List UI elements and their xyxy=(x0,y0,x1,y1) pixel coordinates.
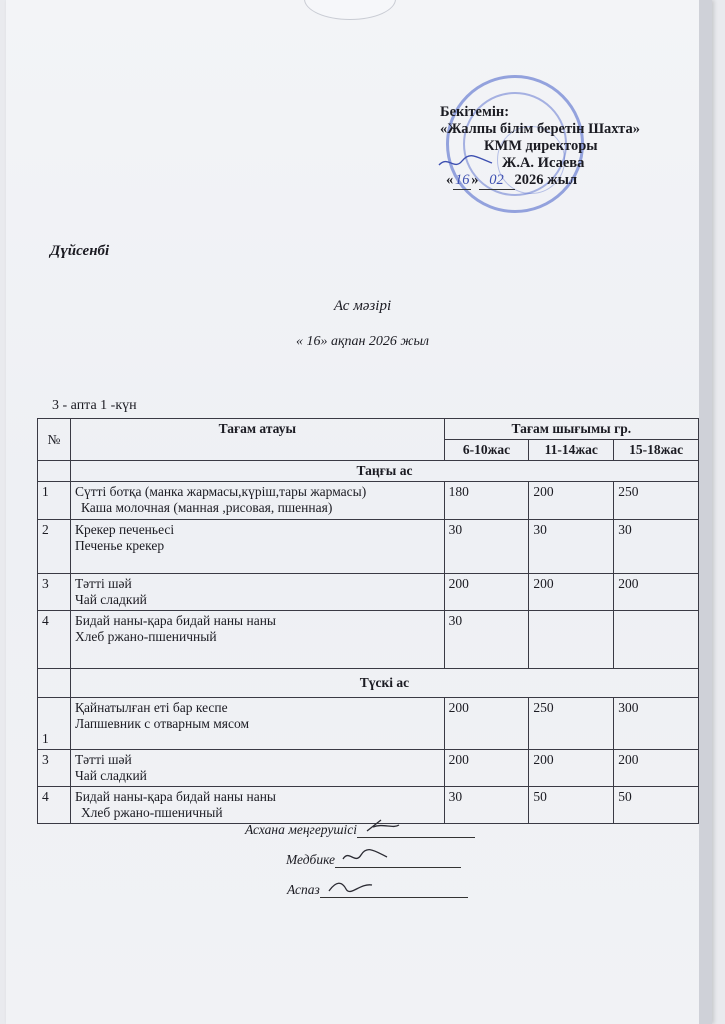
col-num: № xyxy=(38,419,71,461)
signature-kitchen-head: Асхана меңгерушісі xyxy=(245,822,475,838)
approval-director xyxy=(440,155,640,172)
page-edge xyxy=(699,0,712,1024)
table-row: 4 Бидай наны-қара бидай наны наны Хлеб ржано-пшеничный 30 xyxy=(38,611,699,669)
approval-position: КММ директоры xyxy=(484,138,598,154)
approval-title: Бекітемін: xyxy=(440,104,510,120)
table-row: 3 Тәтті шәй Чай сладкий 200 200 200 xyxy=(38,574,699,611)
menu-table xyxy=(37,418,699,824)
week-day: 3 - апта 1 -күн xyxy=(52,398,137,413)
cook-signature-icon xyxy=(326,877,376,897)
age-15-18: 15-18жас xyxy=(614,440,699,461)
punch-hole xyxy=(304,0,396,20)
approval-date: « 16 » 02 2026 жыл xyxy=(446,172,578,188)
age-11-14: 11-14жас xyxy=(529,440,614,461)
approval-block xyxy=(440,104,640,190)
col-yield: Тағам шығымы гр. xyxy=(444,419,698,440)
kitchen-head-signature-icon xyxy=(363,817,403,837)
menu-title: Ас мәзірі xyxy=(333,298,392,314)
director-signature-icon xyxy=(436,151,496,173)
table-row: 1 Қайнатылған еті бар кеспе Лапшевник с отварным мясом 200 250 300 xyxy=(38,698,699,750)
approval-school: «Жалпы білім беретін Шахта» xyxy=(440,121,640,137)
table-row: 4 Бидай наны-қара бидай наны наны Хлеб ржано-пшеничный 30 50 50 xyxy=(38,787,699,824)
table-row: 2 Крекер печеньесі Печенье крекер 30 30 30 xyxy=(38,520,699,574)
col-name: Тағам атауы xyxy=(70,419,444,461)
age-6-10: 6-10жас xyxy=(444,440,529,461)
signature-cook: Аспаз xyxy=(287,882,468,898)
menu-date: « 16» ақпан 2026 жыл xyxy=(295,334,430,349)
signature-nurse: Медбике xyxy=(286,852,461,868)
day-name: Дүйсенбі xyxy=(50,243,110,259)
breakfast-title: Таңғы ас xyxy=(70,461,698,482)
director-name: Ж.А. Исаева xyxy=(502,155,585,171)
table-row: 3 Тәтті шәй Чай сладкий 200 200 200 xyxy=(38,750,699,787)
lunch-title: Түскі ас xyxy=(70,669,698,698)
nurse-signature-icon xyxy=(341,847,391,867)
table-row: 1 Сүтті ботқа (манка жармасы,күріш,тары жармасы) Каша молочная (манная ,рисовая, пшенная) 180 200 250 xyxy=(38,482,699,520)
